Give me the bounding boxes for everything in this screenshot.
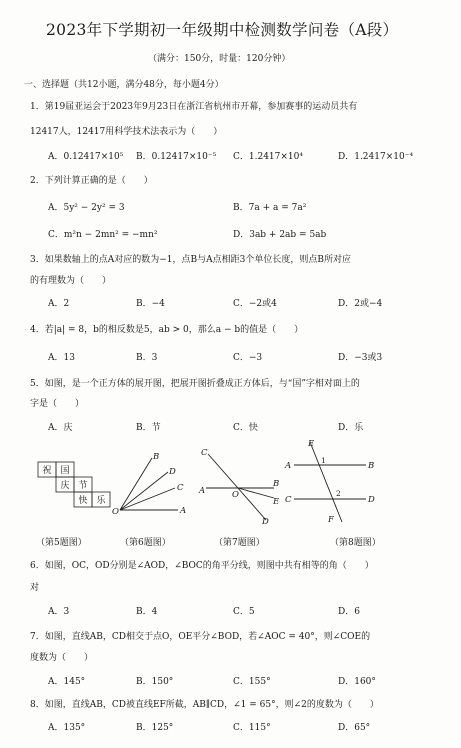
q1-option-a: A．0.12417×10⁵ <box>48 152 124 162</box>
fig8-label-c: C <box>285 495 292 505</box>
net-cell-1: 祝 <box>42 466 52 476</box>
q7-option-b: B．150° <box>136 677 174 687</box>
q5-option-c: C．快 <box>233 423 258 433</box>
q5-option-d: D．乐 <box>338 423 364 433</box>
net-cell-2: 国 <box>60 466 70 476</box>
figure-7-intersecting-lines <box>198 446 280 526</box>
figure-5-caption: （第5题图） <box>36 538 87 548</box>
fig6-label-c: C <box>177 483 184 493</box>
net-cell-6: 乐 <box>96 496 106 506</box>
q4-option-c: C．−3 <box>233 353 263 363</box>
q1-option-b: B．0.12417×10⁻⁵ <box>136 152 217 162</box>
q2-option-c: C．m²n − 2mn² = −mn² <box>48 230 158 240</box>
net-cell-5: 快 <box>78 496 88 506</box>
q6-option-b: B．4 <box>136 607 158 617</box>
fig8-label-d: D <box>368 495 375 505</box>
q3-option-c: C．−2或4 <box>233 299 277 309</box>
q7-option-c: C．155° <box>233 677 271 687</box>
fig6-label-o: O <box>112 507 119 517</box>
fig7-label-a: A <box>199 486 206 496</box>
fig8-angle-2: 2 <box>336 489 341 498</box>
q8-stem: 8．如图，直线AB，CD被直线EF所截，AB∥CD，∠1 = 65°，则∠2的度数为（ ） <box>30 700 379 710</box>
q7-stem-line2: 度数为（ ） <box>30 653 94 663</box>
q3-option-a: A．2 <box>48 299 70 309</box>
fig8-label-a: A <box>285 461 292 471</box>
q4-option-d: D．−3或3 <box>338 353 383 363</box>
q8-option-a: A．135° <box>48 723 86 733</box>
q4-option-b: B．3 <box>136 353 158 363</box>
q1-stem-line1: 1．第19届亚运会于2023年9月23日在浙江省杭州市开幕，参加赛事的运动员共有 <box>30 102 358 112</box>
exam-subtitle: （满分：150分，时量：120分钟） <box>148 54 291 64</box>
q2-option-d: D．3ab + 2ab = 5ab <box>233 230 327 240</box>
q1-stem-line2: 12417人，12417用科学技术法表示为（ ） <box>30 127 223 137</box>
q8-option-b: B．125° <box>136 723 174 733</box>
q8-option-d: D．65° <box>338 723 371 733</box>
fig8-label-b: B <box>368 461 375 471</box>
q6-stem-line2: 对 <box>30 583 40 593</box>
q7-option-d: D．160° <box>338 677 376 687</box>
fig7-label-o: O <box>232 490 239 500</box>
q1-option-d: D．1.2417×10⁻⁴ <box>338 152 414 162</box>
fig7-label-e: E <box>273 497 280 507</box>
q7-option-a: A．145° <box>48 677 86 687</box>
q6-option-d: D．6 <box>338 607 360 617</box>
section-heading: 一、选择题（共12小题，满分48分，每小题4分） <box>24 80 224 90</box>
figure-7-caption: （第7题图） <box>214 538 265 548</box>
q3-option-d: D．2或−4 <box>338 299 383 309</box>
q4-stem: 4．若|a| = 8，b的相反数是5，ab > 0，那么a − b的值是（ ） <box>30 325 304 335</box>
q5-stem-line2: 字是（ ） <box>30 399 85 409</box>
fig7-label-c: C <box>201 448 208 458</box>
fig8-angle-1: 1 <box>321 456 326 465</box>
q2-stem: 2．下列计算正确的是（ ） <box>30 176 153 186</box>
q3-stem-line1: 3．如果数轴上的点A对应的数为−1，点B与A点相距3个单位长度，则点B所对应 <box>30 255 351 265</box>
figure-8-caption: （第8题图） <box>330 538 381 548</box>
q7-stem-line1: 7．如图，直线AB，CD相交于点O，OE平分∠BOD，若∠AOC = 40°，则∠COE的 <box>30 632 371 642</box>
q5-option-a: A．庆 <box>48 423 73 433</box>
q3-stem-line2: 的有理数为（ ） <box>30 276 112 286</box>
fig8-label-e: E <box>308 439 315 449</box>
q2-option-b: B．7a + a = 7a² <box>233 203 307 213</box>
fig7-label-b: B <box>273 479 280 489</box>
fig7-label-d: D <box>262 517 269 526</box>
q5-option-b: B．节 <box>136 423 161 433</box>
net-cell-4: 节 <box>78 481 88 491</box>
fig6-label-b: B <box>153 452 160 462</box>
q2-option-a: A．5y² − 2y² = 3 <box>48 203 125 213</box>
figure-8-parallel-lines <box>282 438 382 528</box>
q3-option-b: B．−4 <box>136 299 165 309</box>
q1-option-c: C．1.2417×10⁴ <box>233 152 303 162</box>
q4-option-a: A．13 <box>48 353 75 363</box>
q6-stem-line1: 6．如图，OC，OD分别是∠AOD，∠BOC的角平分线，则图中共有相等的角（ ） <box>30 561 374 571</box>
q5-stem-line1: 5．如图，是一个正方体的展开图，把展开图折叠成正方体后，与“国”字相对面上的 <box>30 379 360 389</box>
q8-option-c: C．115° <box>233 723 271 733</box>
figure-6-angles <box>112 448 192 524</box>
q6-option-a: A．3 <box>48 607 70 617</box>
figure-6-caption: （第6题图） <box>120 538 171 548</box>
q6-option-c: C．5 <box>233 607 255 617</box>
fig8-label-f: F <box>328 515 334 525</box>
figure-5-cube-net <box>30 458 120 528</box>
fig6-label-a: A <box>180 506 187 516</box>
exam-title: 2023年下学期初一年级期中检测数学问卷（A段） <box>46 21 399 39</box>
net-cell-3: 庆 <box>60 481 70 491</box>
fig6-label-d: D <box>169 467 176 477</box>
